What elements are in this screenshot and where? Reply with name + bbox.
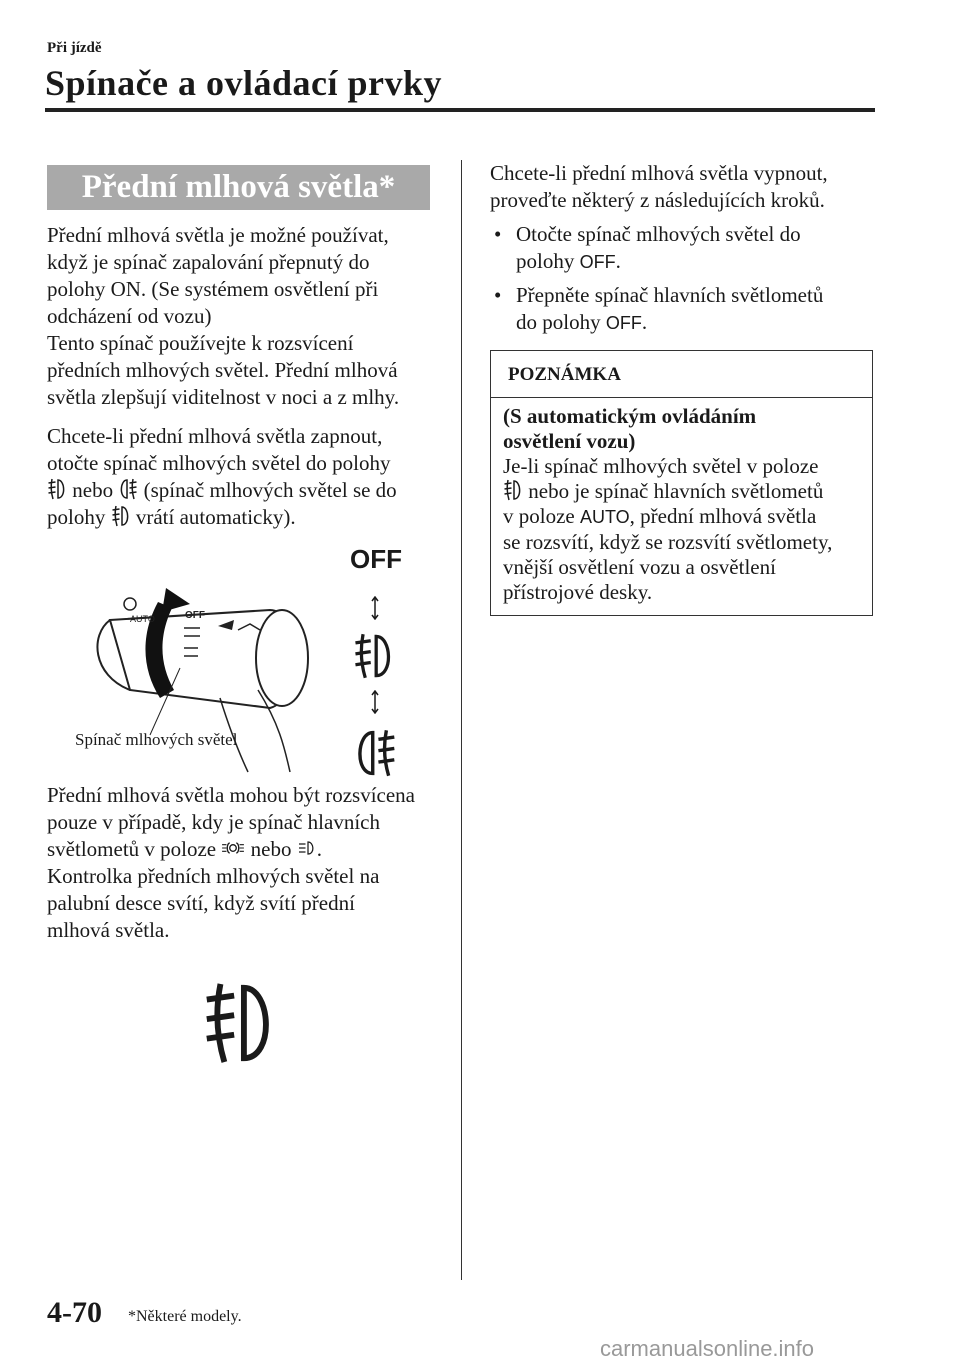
text-line xyxy=(47,504,447,531)
off-position-label: OFF xyxy=(350,544,402,574)
bullet-marker: • xyxy=(494,222,502,246)
double-arrow-icon xyxy=(370,690,380,714)
text-line xyxy=(516,248,875,276)
rear-fog-light-icon xyxy=(352,728,398,778)
off-label: OFF xyxy=(579,252,616,272)
text-line: se rozsvítí, když se rozsvítí světlomety, xyxy=(503,530,833,554)
note-header: POZNÁMKA xyxy=(491,351,872,398)
front-fog-light-icon xyxy=(111,505,131,527)
text-line: Přední mlhová světla mohou být rozsvícena xyxy=(47,783,416,807)
text-line xyxy=(516,309,875,337)
front-fog-light-icon xyxy=(503,479,523,501)
auto-label: AUTO xyxy=(579,507,630,527)
text-line: pouze v případě, kdy je spínač hlavních xyxy=(47,810,380,834)
page-number: 4-70 xyxy=(47,1296,102,1329)
text-fragment: nebo je spínač hlavních světlometů xyxy=(528,479,824,503)
rear-fog-light-icon xyxy=(118,478,138,500)
watermark: carmanualsonline.info xyxy=(600,1336,815,1361)
text-line xyxy=(47,836,447,863)
text-fragment: nebo xyxy=(250,837,292,861)
text-line: vnější osvětlení vozu a osvětlení xyxy=(503,555,776,579)
text-line: proveďte některý z následujících kroků. xyxy=(490,188,825,212)
note-box xyxy=(490,350,873,616)
text-fragment: v poloze xyxy=(503,504,575,528)
page-title: Spínače a ovládací prvky xyxy=(45,63,443,103)
parking-light-icon xyxy=(221,837,245,859)
off-label: OFF xyxy=(605,313,642,333)
text-fragment: polohy xyxy=(47,505,106,529)
text-fragment: nebo xyxy=(72,478,114,502)
turn-off-steps xyxy=(490,221,875,337)
text-fragment: do polohy xyxy=(516,310,601,334)
text-fragment: , přední mlhová světla xyxy=(629,504,817,528)
svg-text:OFF: OFF xyxy=(185,610,205,621)
text-line: mlhová světla. xyxy=(47,918,170,942)
text-line: přístrojové desky. xyxy=(503,580,653,604)
text-line: polohy ON. (Se systémem osvětlení při xyxy=(47,277,379,301)
text-fragment: vrátí automaticky). xyxy=(135,505,296,529)
svg-text:AUTO: AUTO xyxy=(130,614,155,624)
text-line: Kontrolka předních mlhových světel na xyxy=(47,864,380,888)
text-line: Otočte spínač mlhových světel do xyxy=(516,222,801,246)
text-line: Je-li spínač mlhových světel v poloze xyxy=(503,454,819,478)
text-line: Přední mlhová světla je možné používat, xyxy=(47,223,389,247)
column-divider xyxy=(461,160,462,1280)
note-subtitle: (S automatickým ovládáním xyxy=(503,404,757,428)
header-rule xyxy=(45,108,875,112)
section-label: Při jízdě xyxy=(47,40,102,56)
text-line: Chcete-li přední mlhová světla zapnout, xyxy=(47,424,383,448)
text-line xyxy=(503,504,860,530)
note-subtitle: osvětlení vozu) xyxy=(503,429,636,453)
text-line xyxy=(503,479,860,504)
usage-paragraph xyxy=(47,782,447,944)
figure-caption: Spínač mlhových světel xyxy=(75,730,238,749)
low-beam-icon xyxy=(297,837,317,859)
list-item xyxy=(490,282,875,337)
topic-banner: Přední mlhová světla* xyxy=(47,165,430,210)
text-line: když je spínač zapalování přepnutý do xyxy=(47,250,370,274)
text-line: předních mlhových světel. Přední mlhová xyxy=(47,358,398,382)
text-fragment: světlometů v poloze xyxy=(47,837,217,861)
front-fog-indicator-icon xyxy=(200,980,280,1066)
front-fog-light-icon xyxy=(352,632,396,680)
double-arrow-icon xyxy=(370,596,380,620)
turn-off-intro xyxy=(490,160,875,214)
text-line: otočte spínač mlhových světel do polohy xyxy=(47,451,391,475)
intro-paragraph xyxy=(47,222,447,411)
text-fragment: . xyxy=(615,249,621,273)
text-line: světla zlepšují viditelnost v noci a z mlhy. xyxy=(47,385,400,409)
text-fragment: . xyxy=(641,310,648,334)
note-body xyxy=(491,398,872,605)
footnote: *Některé modely. xyxy=(128,1308,242,1325)
text-fragment: polohy xyxy=(516,249,575,273)
text-line xyxy=(47,477,447,504)
text-line: Chcete-li přední mlhová světla vypnout, xyxy=(490,161,828,185)
text-fragment: (spínač mlhových světel se do xyxy=(143,478,397,502)
text-line: Tento spínač používejte k rozsvícení xyxy=(47,331,354,355)
bullet-marker: • xyxy=(494,283,502,307)
turn-on-paragraph xyxy=(47,423,447,531)
text-fragment: . xyxy=(316,837,322,861)
front-fog-light-icon xyxy=(47,478,67,500)
text-line: odcházení od vozu) xyxy=(47,304,212,328)
text-line: Přepněte spínač hlavních světlometů xyxy=(516,283,824,307)
text-line: palubní desce svítí, když svítí přední xyxy=(47,891,355,915)
list-item xyxy=(490,221,875,276)
